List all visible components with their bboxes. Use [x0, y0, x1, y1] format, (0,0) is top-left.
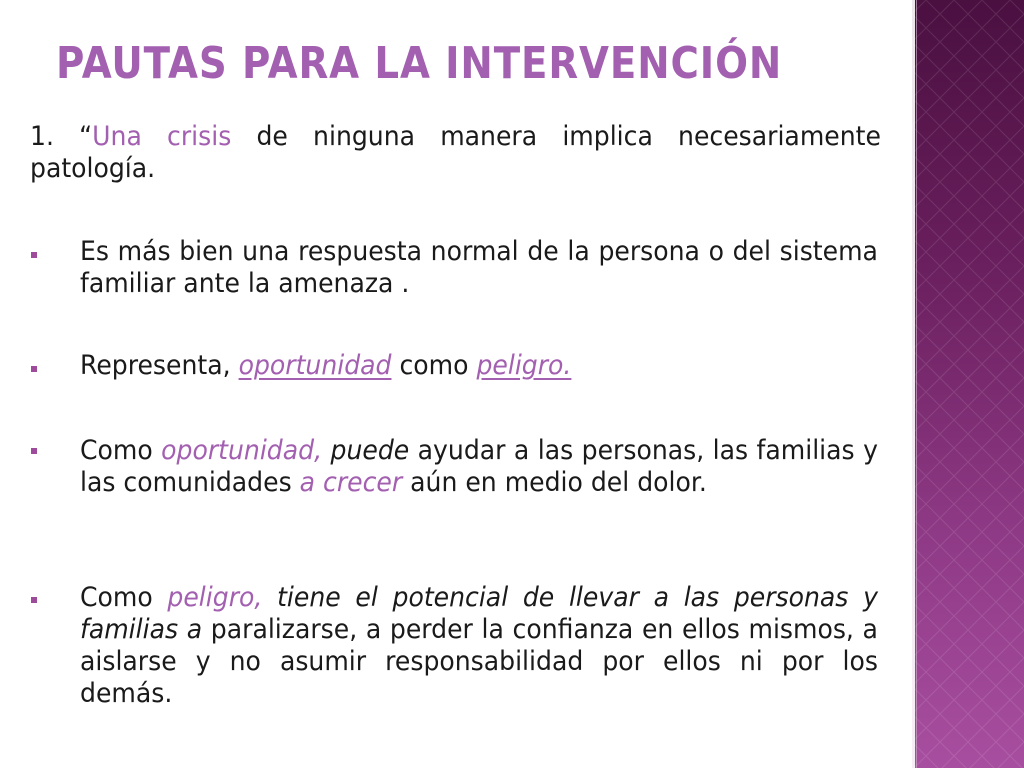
bullet-text — [262, 582, 277, 613]
bullet-text: Representa, — [80, 350, 239, 381]
bullet-square-icon — [31, 597, 37, 603]
can-term: puede — [330, 435, 410, 466]
intro-highlight: Una crisis — [92, 121, 232, 152]
bullet-item-opportunity — [80, 435, 878, 499]
diamond-pattern — [912, 0, 1024, 768]
bullet-text: Como — [80, 435, 162, 466]
bullet-item-represents — [80, 350, 878, 382]
bullet-square-icon — [31, 252, 37, 258]
intro-rest: de ninguna manera implica necesariamente patología. — [30, 121, 881, 184]
bullet-item-danger — [80, 582, 878, 710]
bullet-square-icon — [31, 448, 37, 454]
potential-phrase: tiene el potencial de llevar a las personas y familias a — [80, 582, 878, 645]
sidebar-divider — [912, 0, 915, 768]
bullet-item-normal-response — [80, 236, 878, 300]
opportunity-term: oportunidad — [238, 350, 392, 381]
danger-term: peligro, — [167, 582, 263, 613]
intro-paragraph — [30, 121, 881, 185]
bullet-text: como — [391, 350, 477, 381]
bullet-text: Es más bien una respuesta normal de la persona o del sistema familiar ante la amenaza . — [80, 236, 878, 299]
danger-term: peligro. — [476, 350, 572, 381]
bullet-text: ayudar a las personas, las familias y las comunidades — [80, 435, 878, 498]
intro-number: 1. “ — [30, 121, 93, 152]
opportunity-term: oportunidad, — [161, 435, 323, 466]
bullet-text: Como — [80, 582, 168, 613]
bullet-text: paralizarse, a perder la confianza en ellos mismos, a aislarse y no asumir responsabilidad por ellos ni por los demás. — [80, 614, 878, 709]
grow-term: a crecer — [299, 467, 403, 498]
bullet-square-icon — [31, 366, 37, 372]
slide-title: PAUTAS PARA LA INTERVENCIÓN — [56, 38, 783, 89]
bullet-text: aún en medio del dolor. — [402, 467, 707, 498]
sidebar-divider-line — [916, 0, 917, 768]
decorative-sidebar — [912, 0, 1024, 768]
